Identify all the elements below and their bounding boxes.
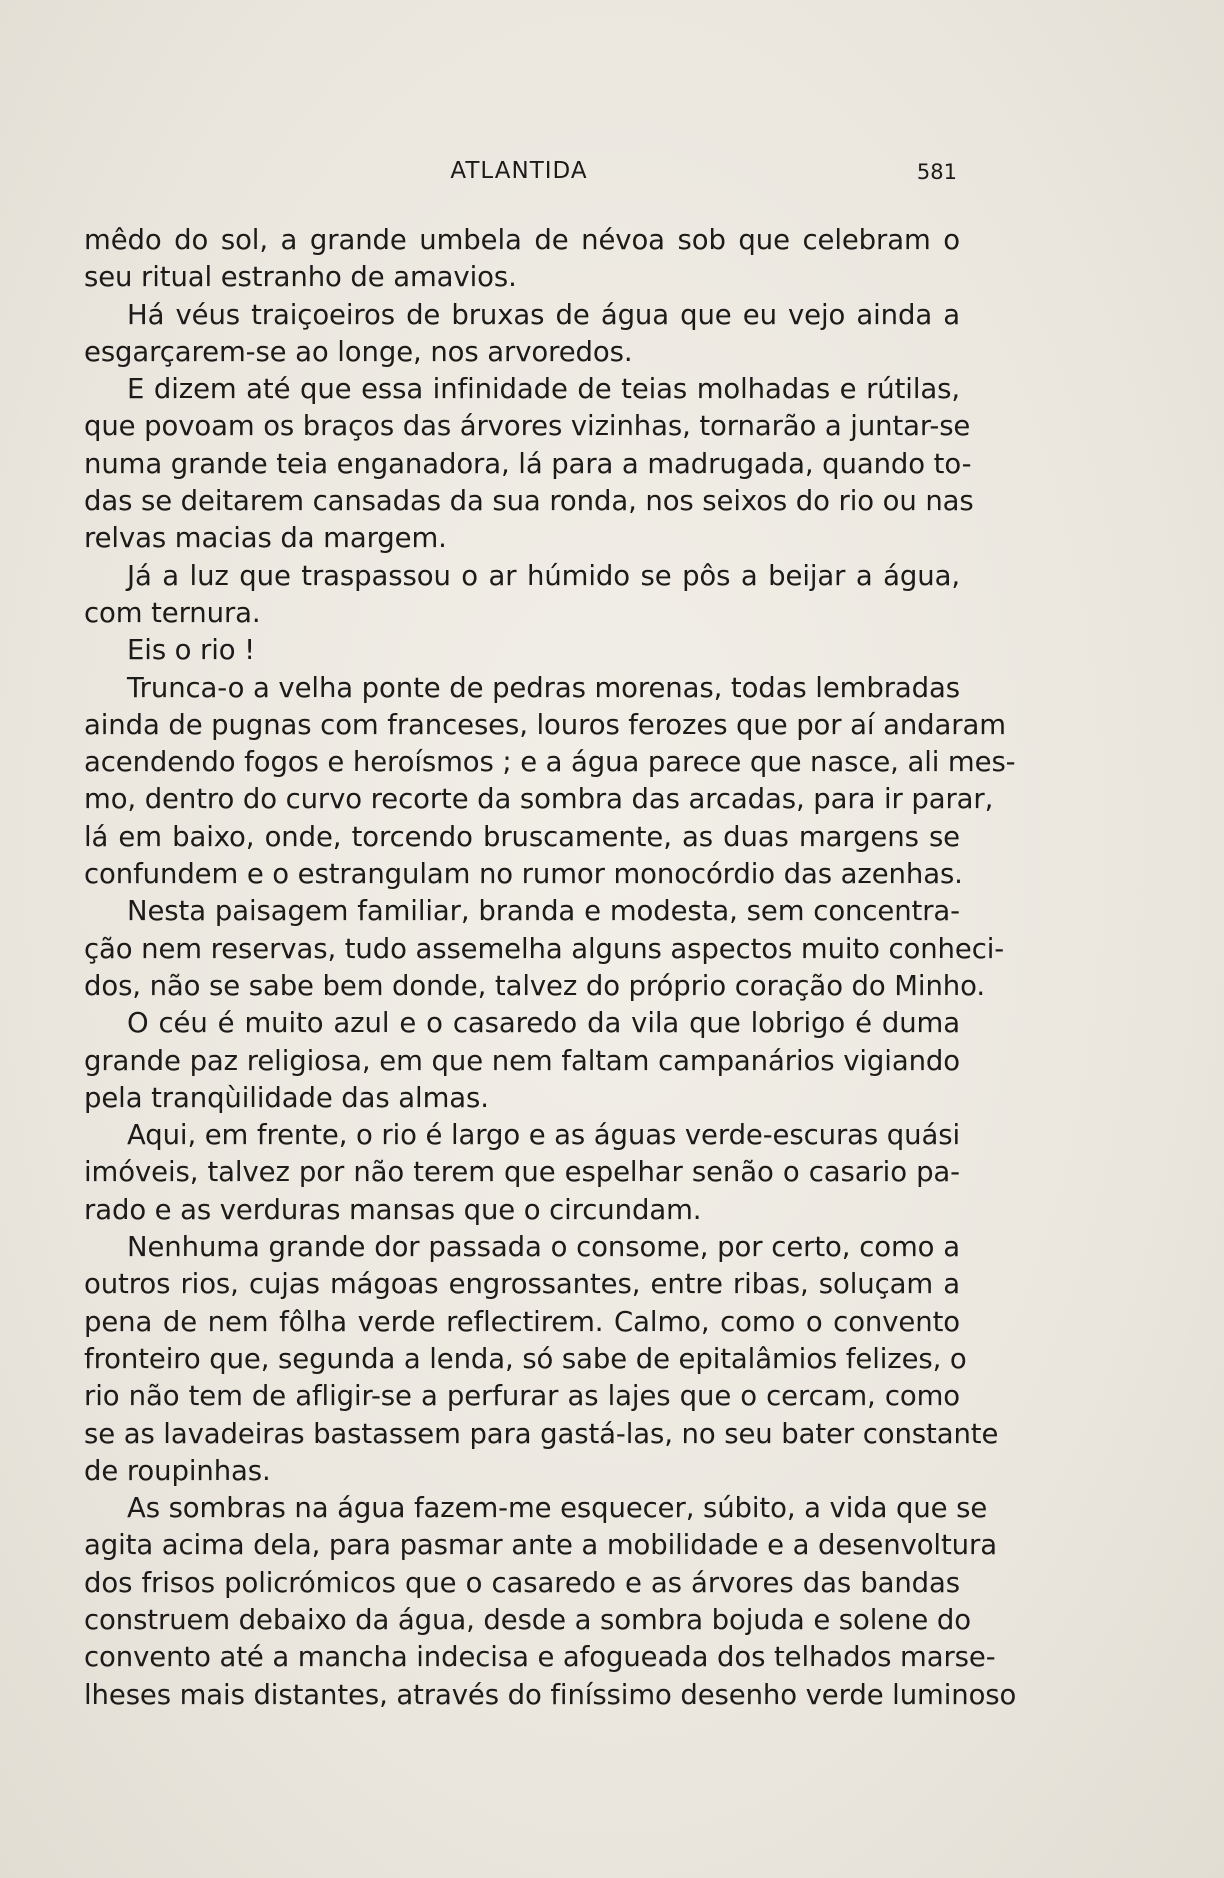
text-line: Eis o rio ! bbox=[127, 634, 256, 667]
text-line: fronteiro que, segunda a lenda, só sabe de epitalâmios felizes, o bbox=[84, 1342, 967, 1375]
text-line: Aqui, em frente, o rio é largo e as águas verde-escuras quási bbox=[127, 1119, 960, 1152]
text-line: Trunca-o a velha ponte de pedras morenas, todas lembradas bbox=[127, 671, 960, 704]
text-line: Nenhuma grande dor passada o consome, por certo, como a bbox=[127, 1231, 960, 1264]
running-head bbox=[84, 158, 957, 188]
text-line: construem debaixo da água, desde a sombra bojuda e solene do bbox=[84, 1603, 971, 1636]
text-line: O céu é muito azul e o casaredo da vila que lobrigo é duma bbox=[127, 1007, 960, 1040]
text-line: lá em baixo, onde, torcendo bruscamente, as duas margens se bbox=[84, 820, 960, 853]
text-line: seu ritual estranho de amavios. bbox=[84, 261, 517, 294]
text-line: pena de nem fôlha verde reflectirem. Calmo, como o convento bbox=[84, 1305, 960, 1338]
text-line: dos frisos policrómicos que o casaredo e as árvores das bandas bbox=[84, 1566, 960, 1599]
text-line: numa grande teia enganadora, lá para a madrugada, quando to- bbox=[84, 447, 972, 480]
text-line: dos, não se sabe bem donde, talvez do próprio coração do Minho. bbox=[84, 969, 985, 1002]
text-line: rio não tem de afligir-se a perfurar as lajes que o cercam, como bbox=[84, 1380, 960, 1413]
text-line: que povoam os braços das árvores vizinhas, tornarão a juntar-se bbox=[84, 410, 971, 443]
text-line: E dizem até que essa infinidade de teias molhadas e rútilas, bbox=[127, 373, 960, 406]
text-line: agita acima dela, para pasmar ante a mobilidade e a desenvoltura bbox=[84, 1529, 997, 1562]
text-line: esgarçarem-se ao longe, nos arvoredos. bbox=[84, 335, 633, 368]
text-line: com ternura. bbox=[84, 596, 261, 629]
text-line: Há véus traiçoeiros de bruxas de água que eu vejo ainda a bbox=[127, 298, 960, 331]
text-line: outros rios, cujas mágoas engrossantes, entre ribas, soluçam a bbox=[84, 1268, 960, 1301]
page-number: 581 bbox=[916, 160, 957, 184]
text-line: convento até a mancha indecisa e afogueada dos telhados marse- bbox=[84, 1641, 996, 1674]
text-line: rado e as verduras mansas que o circundam. bbox=[84, 1193, 702, 1226]
text-line: Já a luz que traspassou o ar húmido se pôs a beijar a água, bbox=[127, 559, 960, 592]
text-line: mo, dentro do curvo recorte da sombra das arcadas, para ir parar, bbox=[84, 783, 994, 816]
text-line: ção nem reservas, tudo assemelha alguns aspectos muito conheci- bbox=[84, 932, 1005, 965]
text-line: das se deitarem cansadas da sua ronda, nos seixos do rio ou nas bbox=[84, 485, 974, 518]
text-line: acendendo fogos e heroísmos ; e a água parece que nasce, ali mes- bbox=[84, 746, 1016, 779]
running-title: ATLANTIDA bbox=[450, 158, 588, 184]
text-line: se as lavadeiras bastassem para gastá-las, no seu bater constante bbox=[84, 1417, 999, 1450]
text-line: lheses mais distantes, através do finíssimo desenho verde luminoso bbox=[84, 1678, 1017, 1711]
text-line: Nesta paisagem familiar, branda e modesta, sem concentra- bbox=[127, 895, 960, 928]
text-line: grande paz religiosa, em que nem faltam campanários vigiando bbox=[84, 1044, 960, 1077]
text-line: ainda de pugnas com franceses, louros ferozes que por aí andaram bbox=[84, 708, 1006, 741]
text-line: de roupinhas. bbox=[84, 1454, 271, 1487]
body-text bbox=[84, 222, 1017, 1714]
text-line: relvas macias da margem. bbox=[84, 522, 447, 555]
text-line: confundem e o estrangulam no rumor monocórdio das azenhas. bbox=[84, 858, 963, 891]
text-line: As sombras na água fazem-me esquecer, súbito, a vida que se bbox=[127, 1492, 988, 1525]
text-line: pela tranqùilidade das almas. bbox=[84, 1081, 489, 1114]
text-line: mêdo do sol, a grande umbela de névoa sob que celebram o bbox=[84, 224, 960, 256]
text-line: imóveis, talvez por não terem que espelhar senão o casario pa- bbox=[84, 1156, 960, 1189]
